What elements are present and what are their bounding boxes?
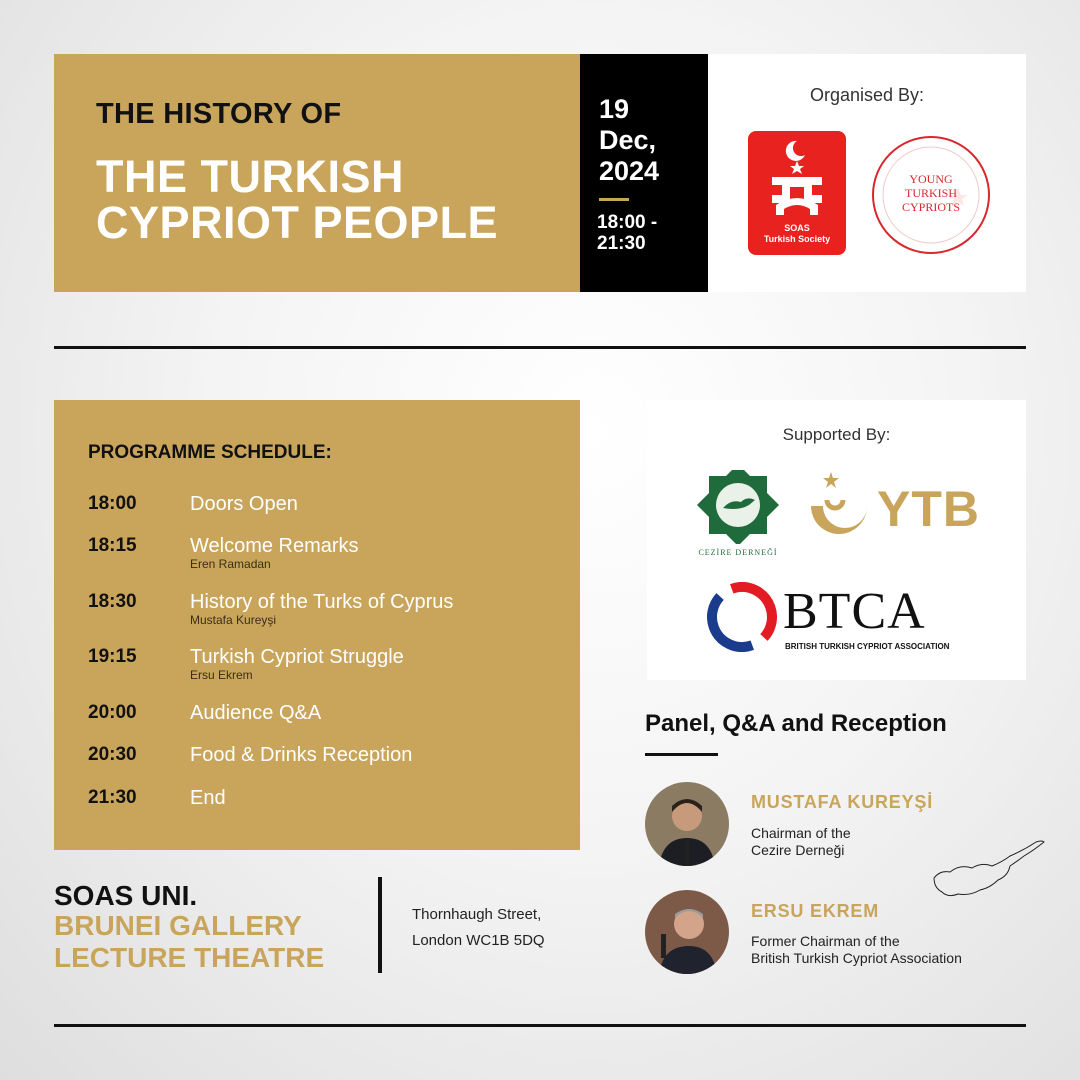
schedule-title: Food & Drinks Reception: [190, 744, 413, 766]
ytb-logo: [807, 470, 987, 548]
event-time: [597, 212, 657, 254]
schedule-title: Welcome Remarks: [190, 535, 359, 557]
schedule-speaker: Ersu Ekrem: [190, 668, 253, 682]
date-panel: [580, 54, 708, 292]
btca-logo: [707, 580, 967, 660]
btca-swirl-icon: [707, 582, 777, 652]
soas-logo-line1: SOAS: [784, 223, 810, 233]
btca-logo-text: BTCA: [783, 583, 926, 640]
crescent-star-icon: [807, 470, 871, 546]
date-day: 19: [599, 94, 630, 124]
time-end: 21:30: [597, 233, 646, 254]
programme-title: PROGRAMME SCHEDULE:: [88, 442, 332, 463]
date-year: 2024: [599, 156, 660, 186]
title-panel: [54, 54, 580, 292]
speaker-name: MUSTAFA KUREYŞİ: [751, 792, 934, 812]
venue-university: SOAS UNI.: [54, 880, 198, 911]
event-title-line2: CYPRIOT PEOPLE: [96, 197, 499, 248]
schedule-title: Doors Open: [190, 493, 298, 515]
event-title: [96, 151, 499, 248]
eight-point-star-icon: [689, 470, 787, 544]
time-start: 18:00 -: [597, 212, 658, 233]
schedule-time: 20:30: [88, 744, 137, 765]
event-date: [599, 94, 659, 187]
schedule-title: Turkish Cypriot Struggle: [190, 646, 404, 668]
venue-address: [412, 902, 545, 954]
ytc-logo-line2: TURKISH: [904, 186, 957, 200]
speaker-photo-icon: [645, 782, 729, 866]
speaker-photo-icon: [645, 890, 729, 974]
btca-logo-subtitle: BRITISH TURKISH CYPRIOT ASSOCIATION: [785, 642, 950, 651]
schedule-title: Audience Q&A: [190, 702, 322, 724]
venue-gallery: BRUNEI GALLERY: [54, 910, 302, 941]
speaker-name: ERSU EKREM: [751, 901, 880, 921]
programme-panel: [54, 400, 580, 850]
young-turkish-cypriots-logo: [872, 136, 990, 254]
avatar: [645, 890, 729, 974]
date-divider: [599, 198, 629, 201]
speaker-role-line1: Former Chairman of the: [751, 933, 900, 949]
organised-by-label: Organised By:: [809, 85, 925, 105]
schedule-speaker: Mustafa Kureyşi: [190, 613, 277, 627]
cezire-logo-text: CEZİRE DERNEĞİ: [698, 548, 778, 557]
speaker-role-line2: Cezire Derneği: [751, 842, 845, 858]
cyprus-map-icon: [930, 840, 1048, 912]
address-line1: Thornhaugh Street,: [412, 906, 542, 923]
speaker-role: [751, 933, 1021, 967]
event-title-line1: THE TURKISH: [96, 151, 404, 202]
schedule-time: 18:30: [88, 591, 137, 612]
schedule-time: 18:15: [88, 535, 137, 556]
avatar: [645, 782, 729, 866]
schedule-title: History of the Turks of Cyprus: [190, 591, 454, 613]
speaker-role-line1: Chairman of the: [751, 825, 851, 841]
organisers-panel: [708, 54, 1026, 292]
supported-by-label: Supported By:: [782, 425, 891, 444]
cezire-dernegi-logo: [689, 470, 787, 560]
venue-theatre: LECTURE THEATRE: [54, 942, 325, 973]
schedule-time: 21:30: [88, 787, 137, 808]
footer-divider: [54, 1024, 1026, 1027]
venue-divider: [378, 877, 382, 973]
schedule-time: 20:00: [88, 702, 137, 723]
schedule-title: End: [190, 787, 226, 809]
pre-title: THE HISTORY OF: [96, 98, 342, 130]
ytc-logo-line1: YOUNG: [909, 172, 953, 186]
schedule-time: 19:15: [88, 646, 137, 667]
panel-title-underline: [645, 753, 718, 756]
ytb-logo-text: YTB: [877, 481, 980, 537]
address-line2: London WC1B 5DQ: [412, 932, 545, 949]
supporters-panel: [647, 400, 1026, 680]
soas-turkish-society-logo: [748, 131, 846, 255]
date-month: Dec,: [599, 125, 657, 155]
schedule-time: 18:00: [88, 493, 137, 514]
panel-title: Panel, Q&A and Reception: [645, 710, 947, 737]
ytc-logo-line3: CYPRIOTS: [901, 200, 960, 214]
venue-location: [54, 910, 324, 974]
schedule-speaker: Eren Ramadan: [190, 557, 271, 571]
section-divider: [54, 346, 1026, 349]
speaker-role-line2: British Turkish Cypriot Association: [751, 950, 962, 966]
soas-logo-line2: Turkish Society: [763, 234, 831, 244]
